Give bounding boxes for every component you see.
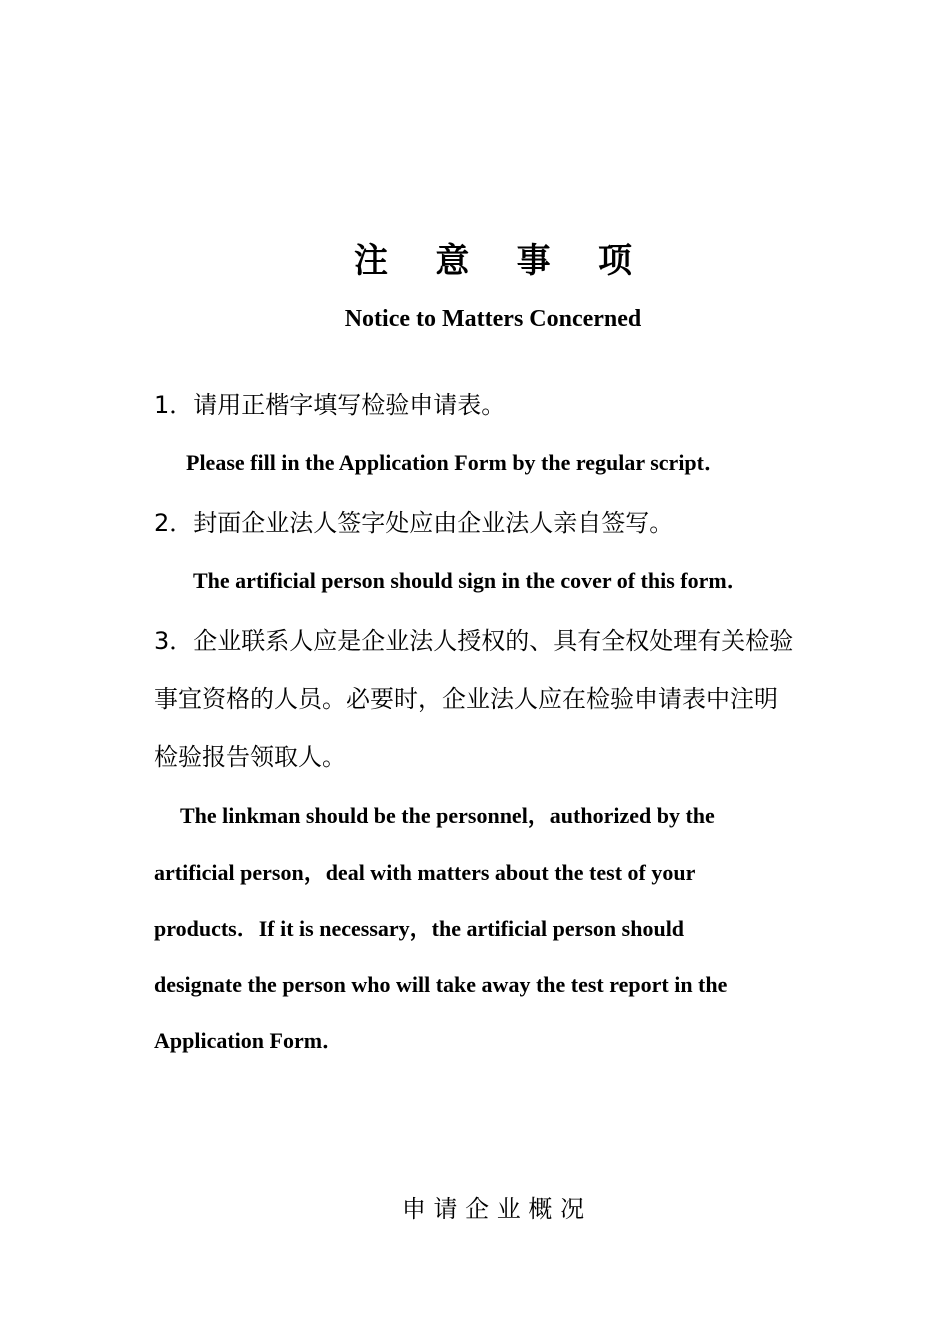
item-2-chinese: 2．封面企业法人签字处应由企业法人亲自签写。 (154, 509, 674, 537)
item-3-chinese-line-2: 事宜资格的人员。必要时，企业法人应在检验申请表中注明 (154, 685, 778, 713)
item-3-english-line-2: artificial person，deal with matters about the test of your (154, 860, 696, 885)
item-3-chinese-line-3: 检验报告领取人。 (154, 743, 346, 771)
item-3-chinese-line-1: 3．企业联系人应是企业法人授权的、具有全权处理有关检验 (154, 627, 794, 655)
item-3-english-line-5: Application Form． (154, 1028, 345, 1053)
notice-title-english: Notice to Matters Concerned (344, 306, 642, 332)
item-1-chinese: 1．请用正楷字填写检验申请表。 (154, 391, 506, 419)
section-title-company-overview: 申 请 企 业 概 况 (401, 1195, 585, 1223)
item-2-english: The artificial person should sign in the cover of this form． (193, 568, 749, 593)
item-3-english-line-4: designate the person who will take away the test report in the (154, 972, 728, 997)
item-3-english-line-3: products．If it is necessary，the artificial person should (154, 916, 685, 941)
notice-title-chinese: 注 意 事 项 (353, 241, 633, 281)
item-1-english: Please fill in the Application Form by the regular script． (186, 450, 726, 475)
item-3-english-line-1: The linkman should be the personnel，authorized by the (180, 803, 715, 828)
